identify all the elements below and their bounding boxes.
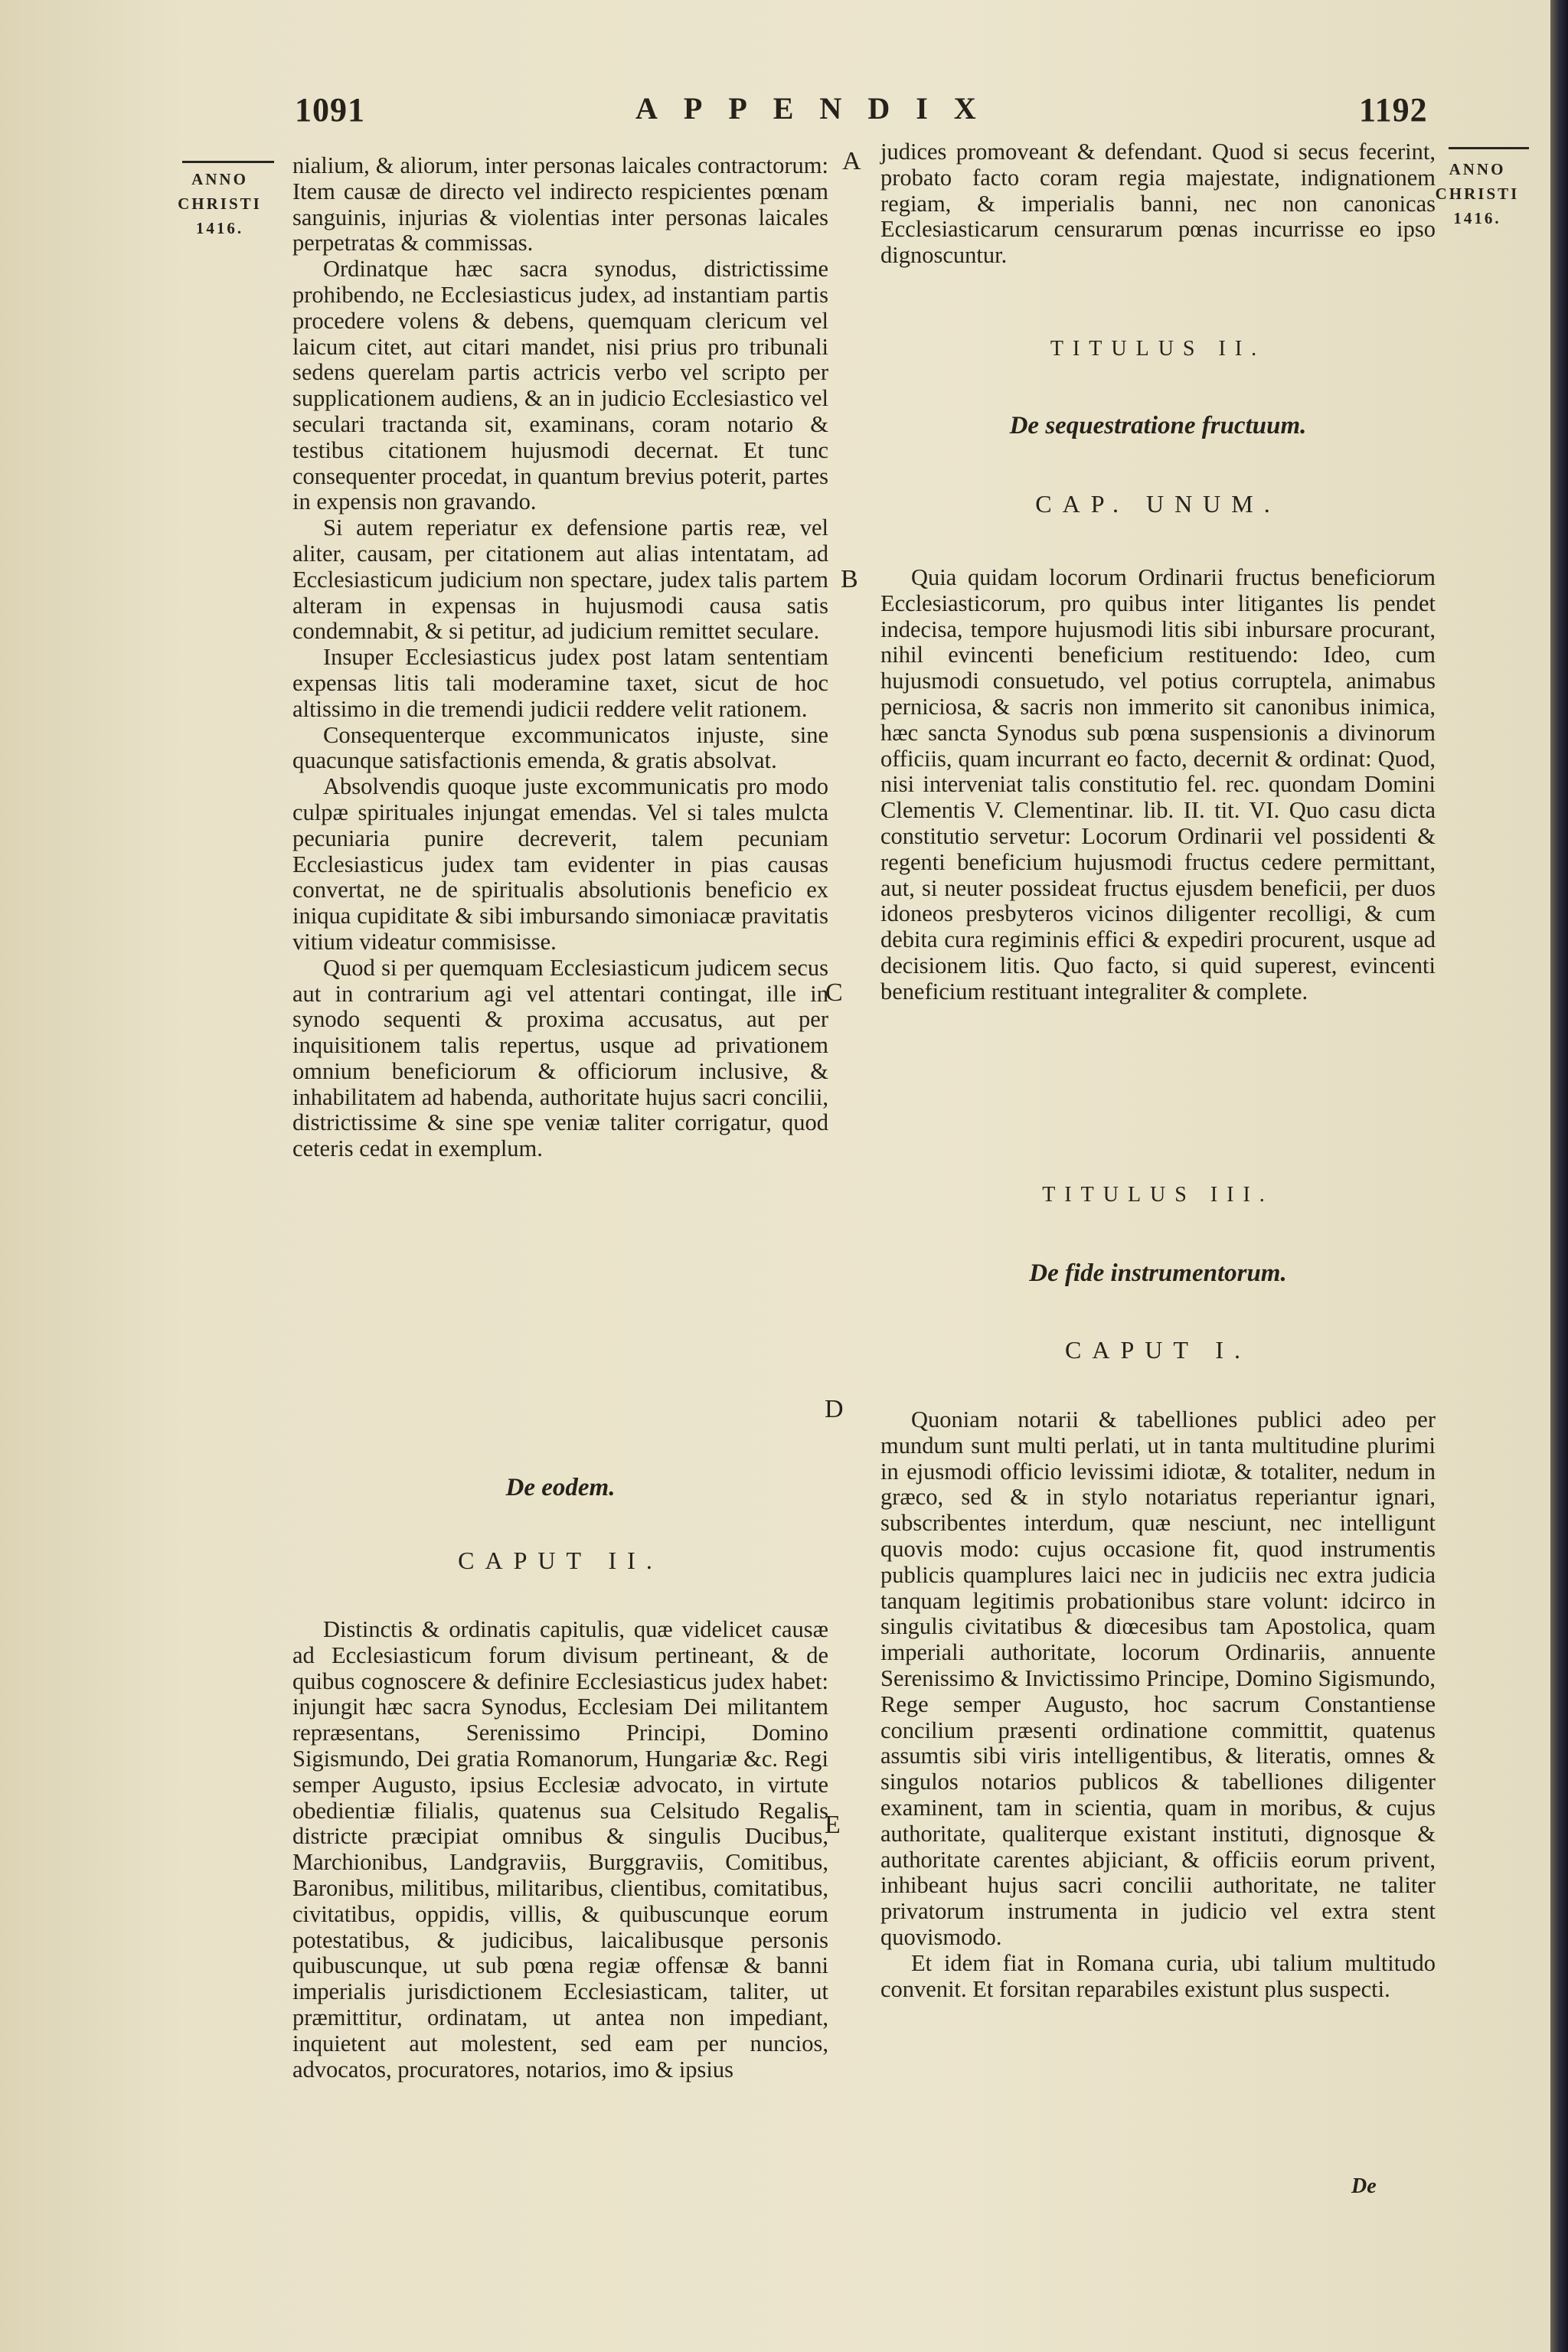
right-column-block-2 — [880, 565, 1436, 1005]
chapter-heading: CAP. UNUM. — [1035, 490, 1281, 518]
paragraph: Absolvendis quoque juste excommunicatis pro modo culpæ spirituales injungat emendas. Vel si tales mulcta pecuniaria punire decreverit, talem pecuniam Ecclesiasticus judex tam evidenter in pias causas convertat, ne de spiritualis absolutionis beneficio ex iniqua cupiditate & sibi imbursando simoniacæ pravitatis vitium videatur commisisse. — [292, 773, 828, 955]
margin-rule-right — [1449, 147, 1529, 149]
titulus-heading: TITULUS II. — [1050, 337, 1266, 361]
christi-label: CHRISTI — [1435, 185, 1520, 203]
paragraph: Distinctis & ordinatis capitulis, quæ videlicet causæ ad Ecclesiasticum forum divisum pertineant, & de quibus cognoscere & definire Ecclesiasticus judex habet: injungit hæc sacra Synodus, Ecclesiam Dei militantem repræsentans, Serenissimo Principi, Domino Sigismundo, Dei gratia Romanorum, Hungariæ &c. Regi semper Augusto, ipsius Ecclesiæ advocato, in virtute obedientiæ filialis, quatenus sua Celsitudo Regalis districte præcipiat omnibus & singulis Ducibus, Marchionibus, Landgraviis, Burggraviis, Comitibus, Baronibus, militibus, militaribus, clientibus, comitatibus, civitatibus, oppidis, villis, & quibuscunque eorum potestatibus, & judicibus, laicalibusque personis quibuscunque, ut sub pœna regiæ offensæ & banni imperialis jurisdictionem Ecclesiasticam, taliter, ut præmittitur, ordinatam, ut antea non impediant, inquietent aut molestent, sed eam per nuncios, advocatos, procuratores, notarios, imo & ipsius — [292, 1616, 828, 2082]
section-subtitle: De sequestratione fructuum. — [1009, 412, 1307, 439]
paragraph: Et idem fiat in Romana curia, ubi talium multitudo convenit. Et forsitan reparabiles existunt plus suspecti. — [880, 1949, 1436, 2002]
section-letter-b: B — [841, 565, 858, 593]
titulus-heading: TITULUS III. — [1042, 1183, 1274, 1207]
paragraph: Quod si per quemquam Ecclesiasticum judicem secus aut in contrarium agi vel attentari contingat, ille in synodo sequenti & proxima accusatus, aut per inquisitionem talis repertus, usque ad privationem omnium beneficiorum & officiorum inclusive, & inhabilitatem ad habenda, authoritate hujus sacri concilii, districtissime & sine spe veniæ taliter corrigatur, quod ceteris cedat in exemplum. — [292, 954, 828, 1162]
running-title: APPENDIX — [635, 91, 1002, 126]
paragraph: Si autem reperiatur ex defensione partis reæ, vel aliter, causam, per citationem aut alias intentatam, ad Ecclesiasticum judicium non spectare, judex talis partem alteram in expensas in hujusmodi causa satis condemnabit, & si petitur, ad judicium remittet seculare. — [292, 514, 828, 645]
section-letter-e: E — [825, 1811, 841, 1839]
paragraph: Insuper Ecclesiasticus judex post latam sententiam expensas litis tali moderamine taxet, sicut de hoc altissimo in die tremendi judicii reddere velit rationem. — [292, 644, 828, 722]
paragraph: Quoniam notarii & tabelliones publici adeo per mundum sunt multi perlati, ut in tanta multitudine plurimi in ejusmodi officio levissimi idiotæ, & totaliter, nedum in græco, sed & in stylo notariatus reperiantur ignari, subscribentes interdum, quæ nesciunt, nec intelligunt quovis modo: cujus occasione fit, quod instrumentis publicis quamplures laici nec in judiciis nec extra judicia tanquam legitimis probationibus stare volunt: idcirco in singulis civitatibus & diœcesibus tam Apostolica, quam imperiali authoritate, locorum Ordinariis, annuente Serenissimo & Invictissimo Principe, Domino Sigismundo, Rege semper Augusto, hoc sacrum Constantiense concilium præsenti ordinatione committit, quatenus assumtis sibi viris intelligentibus, & literatis, omnes & singulos notarios publicos & tabelliones diligenter examinent, tam in scientia, quam in moribus, & cujus authoritate, qualiterque existant instituti, dignosque & authoritate carentes abjiciant, & officiis eorum privent, inhibeant hujus sacri concilii authoritate, ne taliter privatorum instrumenta in judicio vel extra stent quovismodo. — [880, 1406, 1436, 1950]
page-number-left: 1091 — [295, 91, 365, 129]
chapter-heading: CAPUT II. — [458, 1547, 663, 1574]
anno-label: ANNO — [191, 170, 248, 188]
paragraph: nialium, & aliorum, inter personas laicales contractorum: Item causæ de directo vel indirecto respicientes pœnam sanguinis, injurias & violentias inter personas laicales perpetratas & commissas. — [292, 152, 828, 256]
anno-label: ANNO — [1449, 160, 1506, 178]
section-subtitle: De fide instrumentorum. — [1029, 1259, 1287, 1287]
margin-rule-left — [182, 161, 274, 163]
page-number-right: 1192 — [1359, 91, 1428, 129]
left-column-lower — [292, 1617, 828, 2082]
year-label: 1416. — [195, 219, 244, 237]
paragraph: Consequenterque excommunicatos injuste, sine quacunque satisfactionis emenda, & gratis absolvat. — [292, 721, 828, 774]
right-column-block-1 — [880, 139, 1436, 269]
christi-label: CHRISTI — [178, 194, 262, 213]
catchword: De — [1351, 2174, 1377, 2198]
right-column-block-3 — [880, 1407, 1436, 2002]
section-letter-d: D — [825, 1395, 844, 1423]
left-column-upper — [292, 153, 828, 1162]
paragraph: Ordinatque hæc sacra synodus, districtissime prohibendo, ne Ecclesiasticus judex, ad instantiam partis procedere volens & debens, quemquam clericum vel laicum citet, aut citari mandet, nisi prius pro tribunali sedens querelam partis actricis verbo vel scripto per supplicationem audiens, & an in judicio Ecclesiastico vel seculari tractanda sit, examinans, coram notario & testibus citationem hujusmodi decernat. Et tunc consequenter procedat, in quantum brevius poterit, partes in expensis non gravando. — [292, 256, 828, 515]
paragraph: Quia quidam locorum Ordinarii fructus beneficiorum Ecclesiasticorum, pro quibus inter litigantes lis pendet indecisa, tempore hujusmodi litis sibi inbursare procurant, nihil evincenti beneficium restituendo: Ideo, cum hujusmodi consuetudo, vel potius corruptela, animabus perniciosa, & sacris non immerito sit canonibus inimica, hæc sancta Synodus sub pœna suspensionis a divinorum officiis, quam incurrant eo facto, decernit & ordinat: Quod, nisi interveniat talis constitutio fel. rec. quondam Domini Clementis V. Clementinar. lib. II. tit. VI. Quo casu dicta constitutio servetur: Locorum Ordinarii vel possidenti & regenti beneficium hujusmodi fructus cedere permittant, aut, si neuter possideat fructus ejusdem beneficii, per duos idoneos presbyteros vicinos diligenter recolligi, & cum debita cura regiminis effici & expediri procurent, usque ad decisionem litis. Quo facto, si quid superest, evincenti beneficium restituant integraliter & complete. — [880, 564, 1436, 1004]
margin-note-left — [178, 167, 262, 240]
section-letter-c: C — [825, 978, 843, 1007]
chapter-heading: CAPUT I. — [1065, 1336, 1251, 1364]
section-subtitle: De eodem. — [505, 1474, 616, 1501]
paragraph: judices promoveant & defendant. Quod si secus fecerint, probato facto coram regia majestate, indignationem regiam, & imperialis banni, nec non canonicas Ecclesiasticarum censurarum pœnas incurrisse eo ipso dignoscuntur. — [880, 139, 1436, 269]
section-letter-a: A — [842, 147, 861, 175]
page-edge-shadow — [1550, 0, 1568, 2352]
margin-note-right — [1433, 157, 1521, 230]
year-label: 1416. — [1453, 209, 1501, 227]
